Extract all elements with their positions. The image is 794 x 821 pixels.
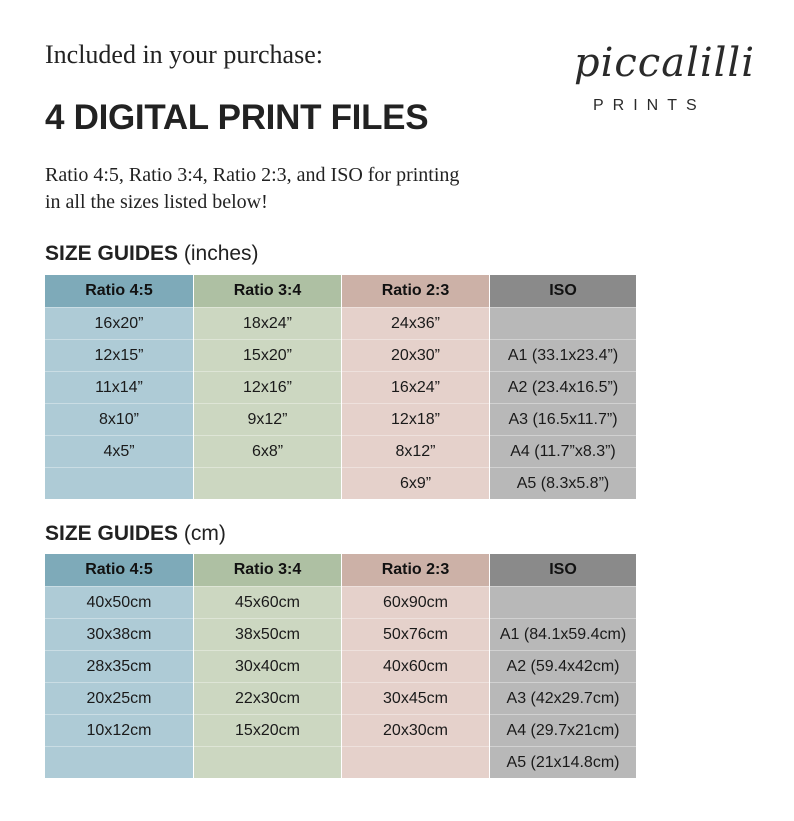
column-iso [489, 275, 636, 499]
table-cell: 24x36” [342, 307, 489, 339]
column-ratio-4-5 [45, 554, 193, 778]
table-cell: A4 (29.7x21cm) [490, 714, 636, 746]
table-cell: 45x60cm [194, 586, 341, 618]
table-cell: 18x24” [194, 307, 341, 339]
table-cell: 30x40cm [194, 650, 341, 682]
description [45, 162, 605, 216]
table-cell: 12x16” [194, 371, 341, 403]
brand-logo [574, 40, 754, 120]
size-table-inches [45, 275, 636, 499]
table-cell: 4x5” [45, 435, 193, 467]
table-cell: 16x24” [342, 371, 489, 403]
intro-text: Included in your purchase: [45, 40, 323, 69]
table-cell: 28x35cm [45, 650, 193, 682]
table-cell [490, 586, 636, 618]
table-cell: 16x20” [45, 307, 193, 339]
column-ratio-2-3 [341, 554, 489, 778]
table-cell: 6x9” [342, 467, 489, 499]
column-header: Ratio 2:3 [342, 554, 489, 586]
table-cell: 20x30cm [342, 714, 489, 746]
table-cell: A1 (84.1x59.4cm) [490, 618, 636, 650]
column-iso [489, 554, 636, 778]
section-title-unit: (inches) [178, 242, 259, 265]
column-header: Ratio 2:3 [342, 275, 489, 307]
table-cell: 15x20cm [194, 714, 341, 746]
column-header: Ratio 4:5 [45, 275, 193, 307]
table-cell: 30x38cm [45, 618, 193, 650]
table-cell: 8x10” [45, 403, 193, 435]
table-cell: 22x30cm [194, 682, 341, 714]
section-title-bold: SIZE GUIDES [45, 242, 179, 265]
table-cell: A3 (42x29.7cm) [490, 682, 636, 714]
table-cell: 6x8” [194, 435, 341, 467]
table-cell: A3 (16.5x11.7”) [490, 403, 636, 435]
table-cell: 20x25cm [45, 682, 193, 714]
size-table-cm [45, 554, 636, 778]
column-header: ISO [490, 554, 636, 586]
table-cell: 8x12” [342, 435, 489, 467]
table-cell: A1 (33.1x23.4”) [490, 339, 636, 371]
table-cell [342, 746, 489, 778]
table-cell: 20x30” [342, 339, 489, 371]
table-cell: 40x60cm [342, 650, 489, 682]
section-title-bold: SIZE GUIDES [45, 522, 179, 545]
column-ratio-3-4 [193, 554, 341, 778]
logo-sub-text: PRINTS [593, 97, 706, 114]
column-header: Ratio 3:4 [194, 554, 341, 586]
table-cell [194, 746, 341, 778]
description-line-2: in all the sizes listed below! [45, 191, 268, 213]
table-cell: 40x50cm [45, 586, 193, 618]
column-ratio-4-5 [45, 275, 193, 499]
table-cell: 10x12cm [45, 714, 193, 746]
headline: 4 DIGITAL PRINT FILES [45, 98, 429, 137]
column-ratio-3-4 [193, 275, 341, 499]
table-cell: 60x90cm [342, 586, 489, 618]
logo-script-text: piccalilli [574, 40, 756, 86]
table-cell: 38x50cm [194, 618, 341, 650]
table-cell: 15x20” [194, 339, 341, 371]
table-cell [490, 307, 636, 339]
table-cell: A4 (11.7”x8.3”) [490, 435, 636, 467]
table-cell: 30x45cm [342, 682, 489, 714]
table-cell: A2 (59.4x42cm) [490, 650, 636, 682]
column-header: ISO [490, 275, 636, 307]
description-line-1: Ratio 4:5, Ratio 3:4, Ratio 2:3, and ISO for printing [45, 164, 460, 186]
table-cell: 9x12” [194, 403, 341, 435]
column-header: Ratio 4:5 [45, 554, 193, 586]
table-cell: 12x15” [45, 339, 193, 371]
table-cell [45, 467, 193, 499]
column-ratio-2-3 [341, 275, 489, 499]
column-header: Ratio 3:4 [194, 275, 341, 307]
table-cell: 50x76cm [342, 618, 489, 650]
section-title-unit: (cm) [178, 522, 226, 545]
table-cell: 12x18” [342, 403, 489, 435]
table-cell: A2 (23.4x16.5”) [490, 371, 636, 403]
table-cell: A5 (8.3x5.8”) [490, 467, 636, 499]
table-cell: 11x14” [45, 371, 193, 403]
size-guide-inches-title [45, 242, 259, 266]
table-cell: A5 (21x14.8cm) [490, 746, 636, 778]
table-cell [45, 746, 193, 778]
table-cell [194, 467, 341, 499]
size-guide-cm-title [45, 522, 226, 546]
